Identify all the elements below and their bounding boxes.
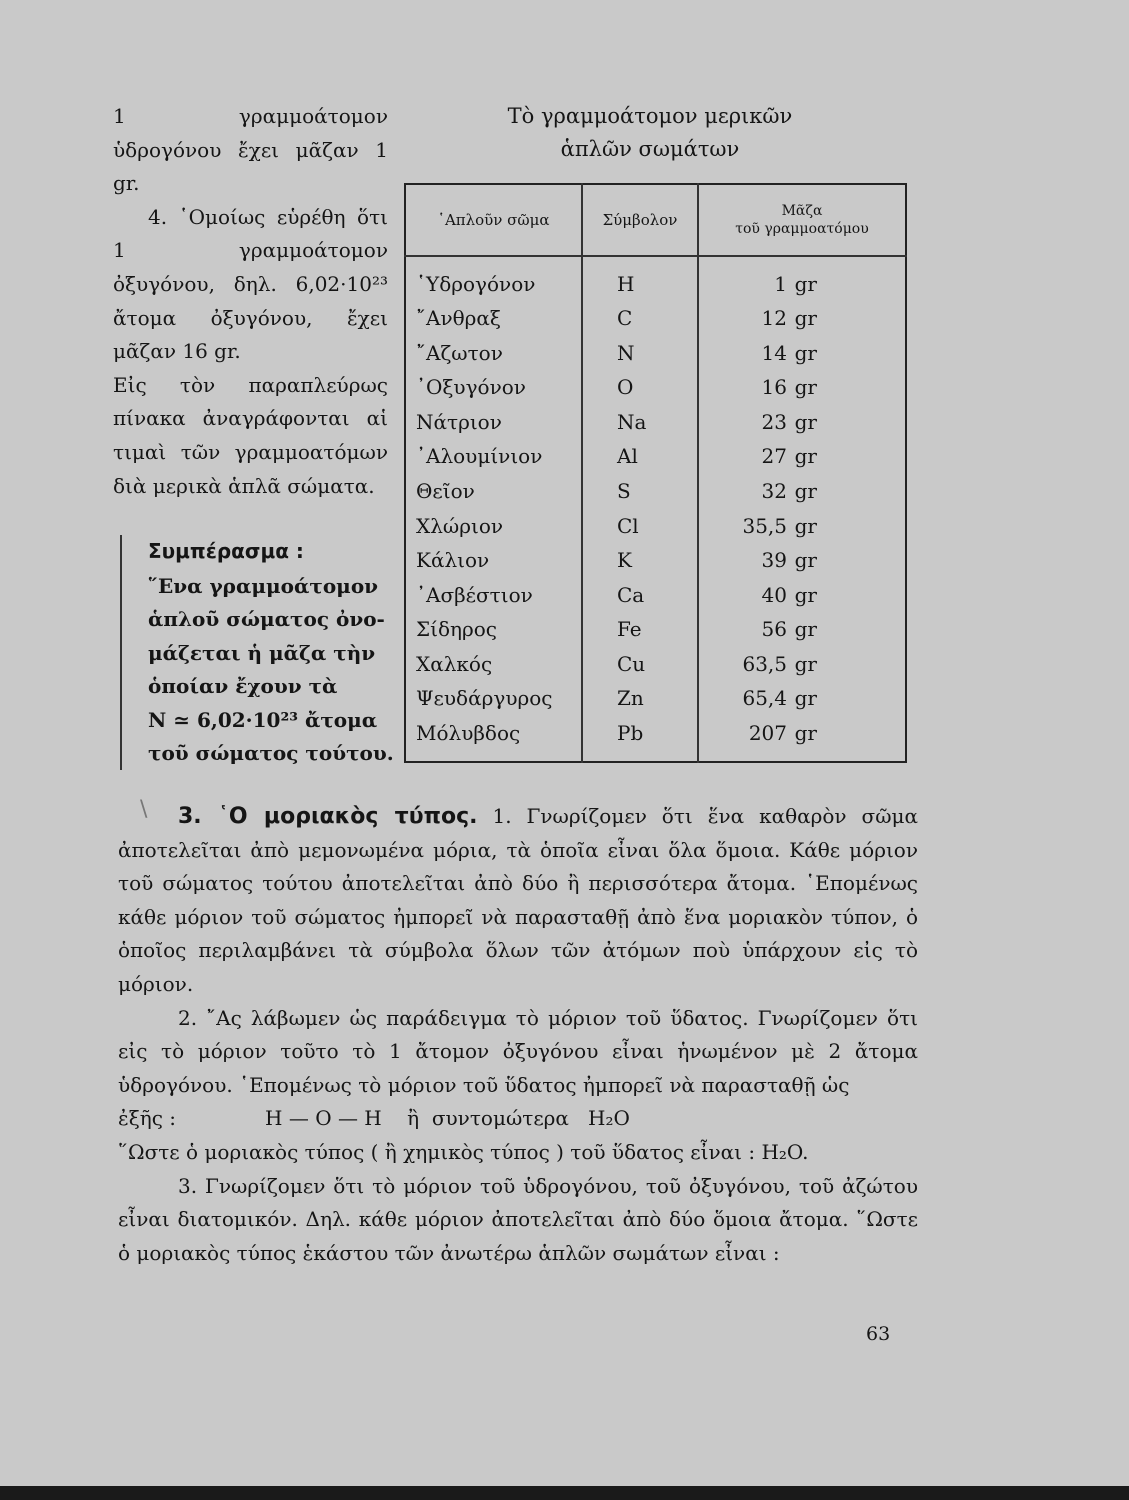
mass-value: 35,5 <box>742 513 787 538</box>
mass-value: 1 <box>774 271 787 296</box>
paragraph-table-reference: Εἰς τὸν παραπλεύρως πίνακα ἀναγράφονται αἱ τιμαὶ τῶν γραμμοατόμων διὰ μερικὰ ἁπλᾶ σώματα. <box>113 372 388 498</box>
element-symbol: H <box>582 267 698 302</box>
element-mass <box>698 267 906 302</box>
conclusion-line: N ≃ 6,02·10²³ ἄτομα <box>148 707 378 732</box>
table-row <box>405 371 906 406</box>
mass-unit: gr <box>794 271 817 296</box>
mass-unit: gr <box>794 513 817 538</box>
water-structural-formula: ἐξῆς : H — O — H ἢ συντομώτερα H₂O <box>118 1106 630 1131</box>
table-row <box>405 647 906 682</box>
table-row <box>405 440 906 475</box>
element-mass <box>698 440 906 475</box>
mass-value: 40 <box>761 582 787 607</box>
element-symbol: Pb <box>582 716 698 751</box>
table-row <box>405 578 906 613</box>
conclusion-line: τοῦ σώματος τούτου. <box>148 741 394 766</box>
element-symbol: N <box>582 336 698 371</box>
table-row <box>405 336 906 371</box>
mass-unit: gr <box>794 409 817 434</box>
element-symbol: Na <box>582 405 698 440</box>
table-caption <box>440 100 860 166</box>
mass-unit: gr <box>794 479 817 503</box>
element-mass <box>698 613 906 648</box>
mass-unit: gr <box>794 444 817 469</box>
conclusion-text <box>148 570 394 770</box>
mass-value: 14 <box>761 340 787 365</box>
element-mass <box>698 405 906 440</box>
element-name: ᾿Ασβέστιον <box>405 578 582 613</box>
element-name: ῾Υδρογόνον <box>405 267 582 302</box>
element-mass <box>698 682 906 717</box>
mass-value: 32 <box>761 479 787 503</box>
mass-value: 207 <box>748 720 787 745</box>
element-mass <box>698 543 906 578</box>
section-paragraph-4: 3. Γνωρίζομεν ὅτι τὸ μόριον τοῦ ὑδρογόνου, τοῦ ὀξυγόνου, τοῦ ἀζώτου εἶναι διατομικόν. Δηλ. κάθε μόριον ἀποτελεῖται ἀπὸ δύο ὅμοια ἄτομα. ῞Ωστε ὁ μοριακὸς τύπος ἑκάστου τῶν ἀνωτέρω ἁπλῶν σωμάτων εἶναι : <box>118 1173 918 1265</box>
conclusion-line: ῞Ενα γραμμοάτομον <box>148 574 379 598</box>
mass-unit: gr <box>794 340 817 365</box>
conclusion-box <box>120 535 394 770</box>
element-mass <box>698 578 906 613</box>
conclusion-heading: Συμπέρασμα : <box>148 539 304 563</box>
margin-check-mark: \ <box>140 797 148 822</box>
element-symbol: Cl <box>582 509 698 544</box>
element-name: ᾿Αλουμίνιον <box>405 440 582 475</box>
header-mass <box>698 184 906 256</box>
conclusion-line: ὁποίαν ἔχουν τὰ <box>148 674 338 699</box>
table-row <box>405 302 906 337</box>
mass-value: 65,4 <box>742 686 787 711</box>
table-row <box>405 474 906 509</box>
mass-value: 12 <box>761 306 787 331</box>
mass-unit: gr <box>794 720 817 745</box>
table-row <box>405 716 906 751</box>
table-caption-line: ἁπλῶν σωμάτων <box>560 137 740 161</box>
element-symbol: Al <box>582 440 698 475</box>
section-title: 3. ῾Ο μοριακὸς τύπος. <box>178 804 478 829</box>
mass-value: 27 <box>761 444 787 469</box>
element-mass <box>698 647 906 682</box>
element-name: Ψευδάργυρος <box>405 682 582 717</box>
paragraph-hydrogen-gram-atom: 1 γραμμοάτομον ὑδρογόνου ἔχει μᾶζαν 1 gr. <box>113 104 388 196</box>
element-name: Κάλιον <box>405 543 582 578</box>
mass-unit: gr <box>794 582 817 607</box>
mass-unit: gr <box>794 306 817 331</box>
element-mass <box>698 302 906 337</box>
conclusion-line: ἁπλοῦ σώματος ὀνο- <box>148 607 385 632</box>
table-row <box>405 543 906 578</box>
scan-bottom-edge <box>0 1486 1129 1500</box>
element-name: Χλώριον <box>405 509 582 544</box>
table-row <box>405 682 906 717</box>
element-name: Σίδηρος <box>405 613 582 648</box>
section-paragraph-3: ῞Ωστε ὁ μοριακὸς τύπος ( ἢ χημικὸς τύπος ) τοῦ ὕδατος εἶναι : H₂O. <box>118 1139 809 1164</box>
element-symbol: Ca <box>582 578 698 613</box>
section-molecular-formula <box>118 800 918 1270</box>
mass-unit: gr <box>794 375 817 400</box>
element-mass <box>698 371 906 406</box>
mass-value: 39 <box>761 548 787 573</box>
table-row <box>405 267 906 302</box>
element-symbol: Fe <box>582 613 698 648</box>
table-header-row <box>405 184 906 256</box>
element-name: Θεῖον <box>405 474 582 509</box>
element-name: ᾿Οξυγόνον <box>405 371 582 406</box>
element-mass <box>698 509 906 544</box>
table-body <box>405 256 906 762</box>
element-name: ῎Αζωτον <box>405 336 582 371</box>
element-mass <box>698 716 906 751</box>
section-paragraph-1 <box>118 800 918 1002</box>
section-paragraph-1-text: 1. Γνωρίζομεν ὅτι ἕνα καθαρὸν σῶμα ἀποτελεῖται ἀπὸ μεμονωμένα μόρια, τὰ ὁποῖα εἶναι ὅλα ὅμοια. Κάθε μόριον τοῦ σώματος τούτου ἀποτελεῖται ἀπὸ δύο ἢ περισσότερα ἄτομα. ῾Επομένως κάθε μόριον τοῦ σώματος ἠμπορεῖ νὰ παρασταθῇ ἀπὸ ἕνα μοριακὸν τύπον, ὁ ὁποῖος περιλαμβάνει τὰ σύμβολα ὅλων τῶν ἀτόμων ποὺ ὑπάρχουν εἰς τὸ μόριον. <box>118 804 919 996</box>
section-paragraph-2: 2. ῎Ας λάβωμεν ὡς παράδειγμα τὸ μόριον τοῦ ὕδατος. Γνωρίζομεν ὅτι εἰς τὸ μόριον τοῦτο τὸ 1 ἄτομον ὀξυγόνου εἶναι ἡνωμένον μὲ 2 ἄτομα ὑδρογόνου. ῾Επομένως τὸ μόριον τοῦ ὕδατος ἠμπορεῖ νὰ παρασταθῇ ὡς <box>118 1005 918 1097</box>
element-symbol: Zn <box>582 682 698 717</box>
element-mass <box>698 336 906 371</box>
element-name: ῎Ανθραξ <box>405 302 582 337</box>
element-symbol: S <box>582 474 698 509</box>
page-number: 63 <box>866 1323 891 1345</box>
mass-value: 56 <box>761 617 787 642</box>
element-symbol: O <box>582 371 698 406</box>
gram-atom-table <box>404 183 907 763</box>
table-row <box>405 613 906 648</box>
conclusion-line: μάζεται ἡ μᾶζα τὴν <box>148 640 376 665</box>
mass-value: 16 <box>761 375 787 400</box>
table-caption-line: Τὸ γραμμοάτομον μερικῶν <box>507 104 793 128</box>
mass-value: 23 <box>761 409 787 434</box>
mass-unit: gr <box>794 617 817 642</box>
element-symbol: K <box>582 543 698 578</box>
mass-unit: gr <box>794 548 817 573</box>
element-name: Μόλυβδος <box>405 716 582 751</box>
mass-value: 63,5 <box>742 651 787 676</box>
header-mass-line1: Μᾶζα <box>781 203 823 219</box>
header-mass-line2: τοῦ γραμμοατόμου <box>735 221 869 237</box>
element-name: Χαλκός <box>405 647 582 682</box>
element-mass <box>698 474 906 509</box>
mass-unit: gr <box>794 686 817 711</box>
mass-unit: gr <box>794 651 817 676</box>
header-symbol: Σύμβολον <box>582 184 698 256</box>
element-symbol: Cu <box>582 647 698 682</box>
header-element: ῾Απλοῦν σῶμα <box>405 184 582 256</box>
table-row <box>405 509 906 544</box>
left-column-text <box>113 100 388 503</box>
paragraph-oxygen-gram-atom: 4. ῾Ομοίως εὑρέθη ὅτι 1 γραμμοάτομον ὀξυγόνου, δηλ. 6,02·10²³ ἄτομα ὀξυγόνου, ἔχει μᾶζαν 16 gr. <box>113 204 388 364</box>
element-name: Νάτριον <box>405 405 582 440</box>
table-row <box>405 405 906 440</box>
element-symbol: C <box>582 302 698 337</box>
